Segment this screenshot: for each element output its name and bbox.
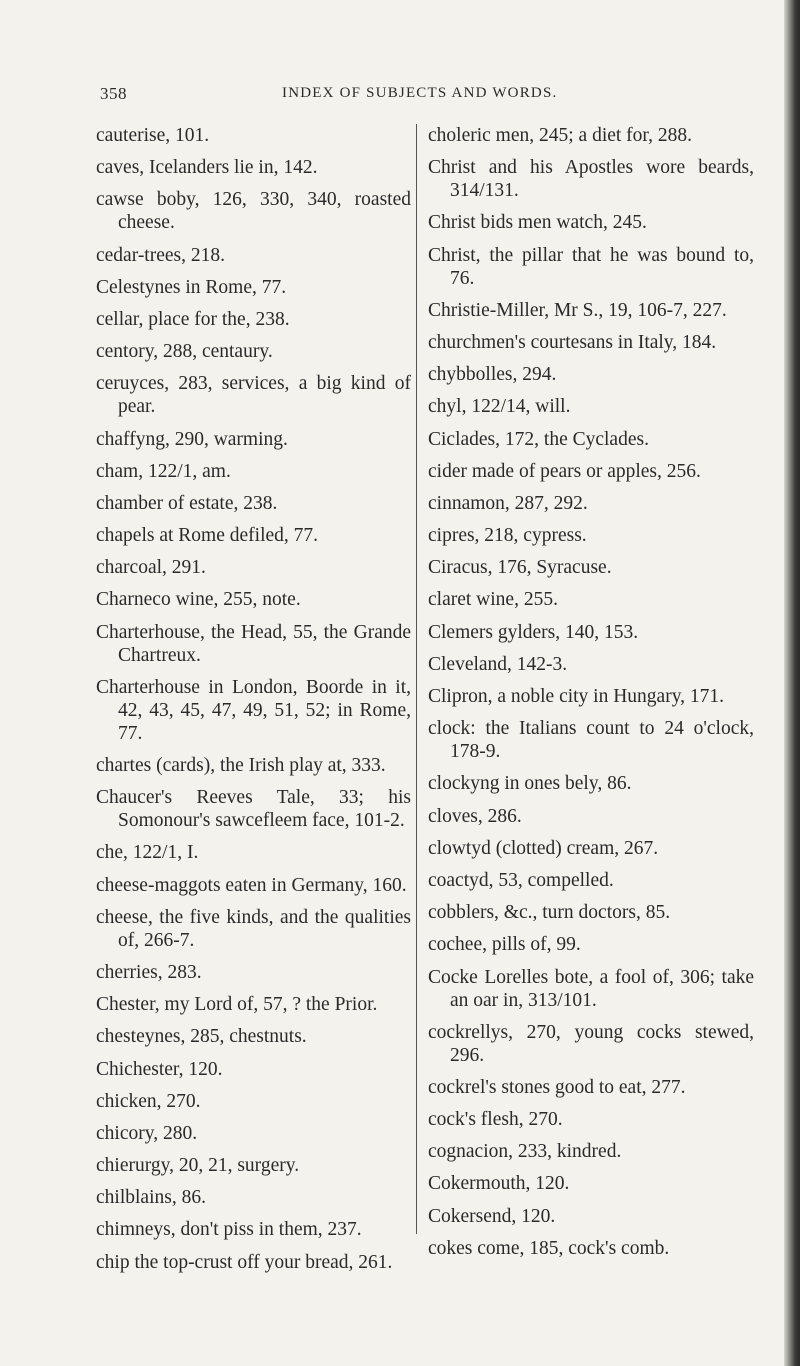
index-entry: Christ and his Apostles wore beards, 314/131. [428, 157, 754, 202]
index-entry: cinnamon, 287, 292. [428, 492, 588, 514]
index-entry: Ciclades, 172, the Cyclades. [428, 428, 649, 450]
index-entry: ceruyces, 283, services, a big kind of pear. [96, 373, 411, 418]
index-entry: chierurgy, 20, 21, surgery. [96, 1155, 300, 1177]
index-entry: Ciracus, 176, Syracuse. [428, 557, 612, 579]
index-entry: Clipron, a noble city in Hungary, 171. [428, 686, 725, 707]
index-entry: chaffyng, 290, warming. [96, 428, 288, 450]
page-edge-shadow [784, 0, 800, 1366]
index-entry: chamber of estate, 238. [96, 492, 278, 514]
index-entry: cloves, 286. [428, 805, 522, 827]
index-entry: cipres, 218, cypress. [428, 525, 587, 547]
index-entry: cawse boby, 126, 330, 340, roasted cheese. [96, 189, 411, 234]
index-entry: cheese, the five kinds, and the qualities of, 266-7. [96, 906, 411, 951]
index-entry: Chichester, 120. [96, 1058, 223, 1080]
index-entry: chicory, 280. [96, 1122, 198, 1144]
index-entry: cellar, place for the, 238. [96, 308, 290, 330]
index-entry: charcoal, 291. [96, 557, 206, 579]
index-entry: chilblains, 86. [96, 1187, 206, 1209]
index-entry: chapels at Rome defiled, 77. [96, 525, 319, 547]
index-entry: cherries, 283. [96, 961, 202, 983]
index-entry: cokes come, 185, cock's comb. [428, 1237, 670, 1259]
column-divider [416, 124, 417, 1234]
index-entry: Clemers gylders, 140, 153. [428, 621, 639, 643]
index-entry: cobblers, &c., turn doctors, 85. [428, 902, 671, 924]
index-entry: Celestynes in Rome, 77. [96, 276, 287, 298]
index-entry: coactyd, 53, compelled. [428, 869, 614, 891]
index-entry: Cleveland, 142-3. [428, 653, 568, 675]
index-column-right [428, 124, 754, 1269]
index-entry: Cokersend, 120. [428, 1205, 556, 1227]
index-entry: cedar-trees, 218. [96, 244, 225, 266]
index-entry: chartes (cards), the Irish play at, 333. [96, 755, 386, 776]
index-entry: cockrel's stones good to eat, 277. [428, 1076, 686, 1098]
index-entry: Cokermouth, 120. [428, 1173, 570, 1195]
index-entry: chyl, 122/14, will. [428, 396, 571, 418]
index-entry: Charneco wine, 255, note. [96, 589, 301, 611]
index-entry: chesteynes, 285, chestnuts. [96, 1026, 307, 1048]
index-entry: chybbolles, 294. [428, 364, 557, 386]
index-entry: cider made of pears or apples, 256. [428, 460, 701, 482]
index-entry: Christ bids men watch, 245. [428, 212, 647, 234]
index-entry: Charterhouse, the Head, 55, the Grande Chartreux. [96, 621, 411, 666]
index-entry: Chester, my Lord of, 57, ? the Prior. [96, 994, 378, 1016]
index-entry: che, 122/1, I. [96, 842, 199, 864]
index-entry: caves, Icelanders lie in, 142. [96, 157, 318, 179]
index-entry: cockrellys, 270, young cocks stewed, 296. [428, 1021, 754, 1066]
index-entry: cauterise, 101. [96, 125, 210, 146]
index-column-left [96, 124, 411, 1283]
index-entry: centory, 288, centaury. [96, 341, 273, 363]
index-entry: Chaucer's Reeves Tale, 33; his Somonour's sawcefleem face, 101-2. [96, 787, 411, 832]
index-entry: cochee, pills of, 99. [428, 934, 581, 956]
index-entry: Charterhouse in London, Boorde in it, 42, 43, 45, 47, 49, 51, 52; in Rome, 77. [96, 676, 411, 744]
running-head: INDEX OF SUBJECTS AND WORDS. [282, 85, 558, 101]
index-entry: Christie-Miller, Mr S., 19, 106-7, 227. [428, 299, 727, 321]
page-header [100, 84, 760, 106]
index-entry: clockyng in ones bely, 86. [428, 773, 632, 795]
index-entry: claret wine, 255. [428, 589, 558, 611]
page-number: 358 [100, 84, 127, 103]
index-entry: Christ, the pillar that he was bound to, 76. [428, 244, 754, 289]
index-entry: cham, 122/1, am. [96, 460, 231, 482]
index-entry: chimneys, don't piss in them, 237. [96, 1219, 362, 1241]
index-entry: clowtyd (clotted) cream, 267. [428, 837, 659, 859]
index-entry: Cocke Lorelles bote, a fool of, 306; take an oar in, 313/101. [428, 966, 754, 1011]
index-entry: cheese-maggots eaten in Germany, 160. [96, 874, 407, 896]
index-entry: chip the top-crust off your bread, 261. [96, 1251, 393, 1273]
index-entry: cognacion, 233, kindred. [428, 1141, 622, 1163]
index-entry: cock's flesh, 270. [428, 1109, 563, 1131]
index-entry: chicken, 270. [96, 1090, 201, 1112]
index-entry: choleric men, 245; a diet for, 288. [428, 125, 693, 146]
index-entry: churchmen's courtesans in Italy, 184. [428, 331, 717, 353]
index-entry: clock: the Italians count to 24 o'clock, 178-9. [428, 718, 754, 763]
